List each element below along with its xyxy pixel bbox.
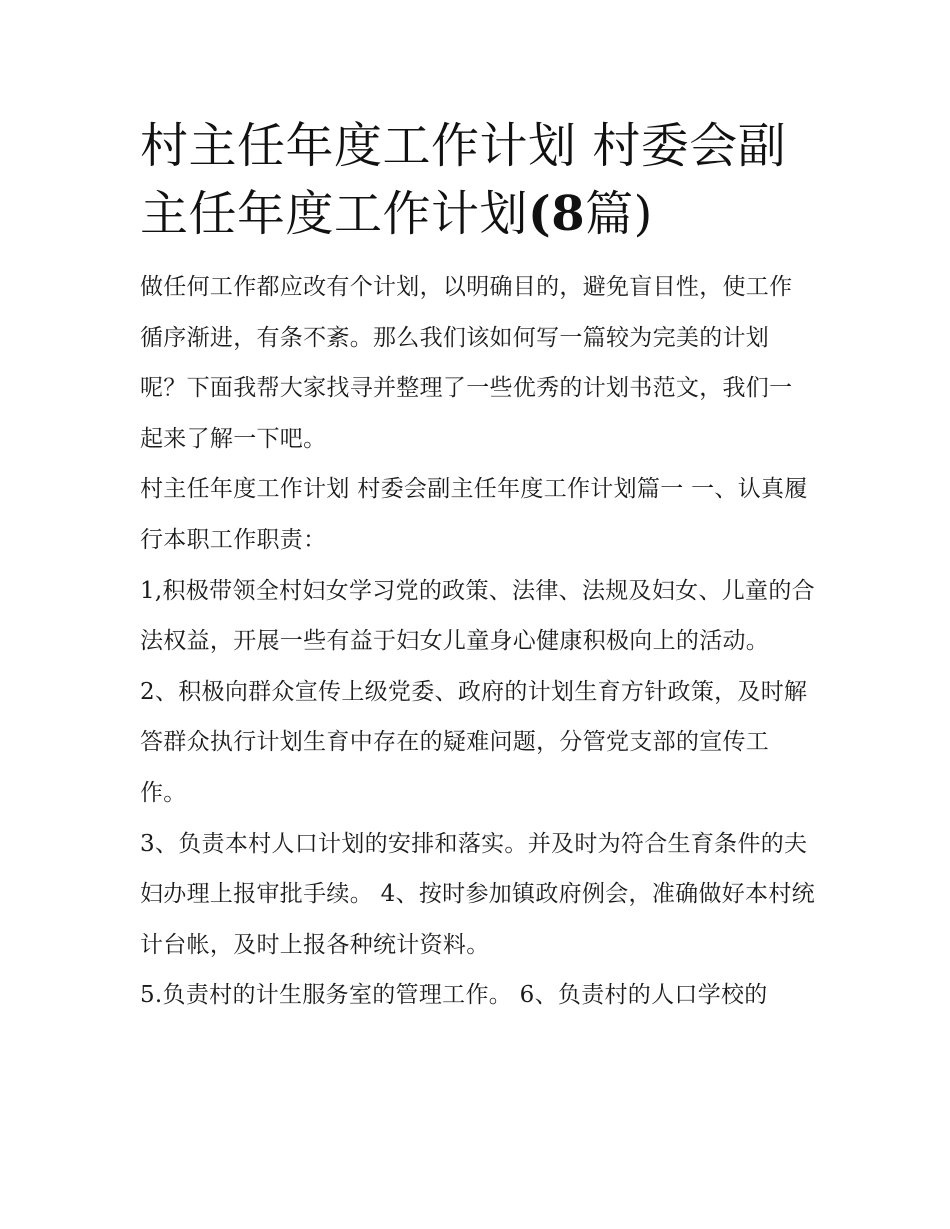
paragraph-item-2: 2、积极向群众宣传上级党委、政府的计划生育方针政策，及时解答群众执行计划生育中存在的疑难问题，分管党支部的宣传工作。	[140, 678, 808, 806]
document-title	[140, 112, 815, 248]
paragraph-intro: 做任何工作都应改有个计划，以明确目的，避免盲目性，使工作循序渐进，有条不紊。那么我们该如何写一篇较为完美的计划呢？下面我帮大家找寻并整理了一些优秀的计划书范文，我们一起来了解一下吧。	[140, 274, 793, 452]
document-title-unit: 篇)	[585, 186, 653, 242]
paragraph-item-5-6: 5.负责村的计生服务室的管理工作。 6、负责村的人口学校的	[140, 982, 768, 1009]
document-title-count: (8	[528, 186, 586, 242]
paragraph-item-1: 1,积极带领全村妇女学习党的政策、法律、法规及妇女、儿童的合法权益，开展一些有益于妇女儿童身心健康积极向上的活动。	[140, 577, 815, 655]
document-body	[140, 262, 815, 1021]
paragraph-section-heading: 村主任年度工作计划 村委会副主任年度工作计划篇一 一、认真履行本职工作职责：	[140, 476, 808, 553]
paragraph-item-3-4: 3、负责本村人口计划的安排和落实。并及时为符合生育条件的夫妇办理上报审批手续。 4、按时参加镇政府例会，准确做好本村统计台帐，及时上报各种统计资料。	[140, 830, 815, 958]
document-title-main: 村主任年度工作计划 村委会副主任年度工作计划	[140, 118, 787, 242]
document-page	[140, 112, 815, 1021]
